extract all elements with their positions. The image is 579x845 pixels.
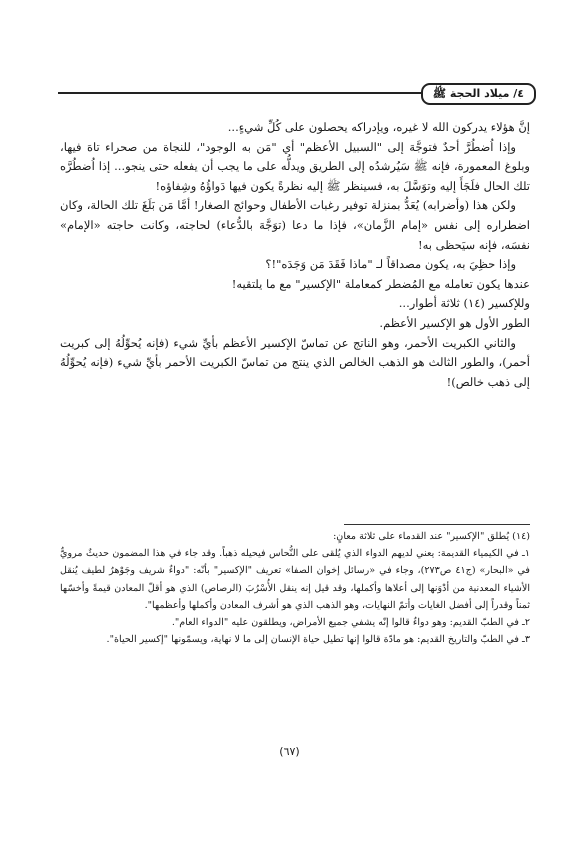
- footnote-line: (١٤) يُطلق "الإكسير" عند القدماء على ثلاثة معانٍ:: [333, 531, 530, 542]
- paragraph: الطور الأول هو الإكسير الأعظم.: [379, 315, 530, 330]
- paragraph: عندها يكون تعامله مع المُضطر كمعاملة "الإكسير" مع ما يلتقيه!: [231, 276, 530, 291]
- page-number: (٦٧): [279, 745, 300, 758]
- footnotes: [60, 528, 530, 648]
- footnote-line: ٢ـ في الطبّ القديم: وهو دواءٌ قالوا إنّه يشفي جميع الأمراض، ويطلقون عليه "الدواء العام".: [171, 617, 530, 629]
- paragraph: وإذا حظِيَ به، يكون مصداقاً لـ "ماذا فَقَدَ مَن وَجَدَه"!؟: [265, 257, 516, 272]
- paragraph: وللإكسير (١٤) ثلاثة أطوار...: [398, 296, 530, 311]
- footnote-separator: [344, 524, 530, 525]
- paragraph: وإذا اُضطُرَّ أحدٌ فتوجَّهَ إلى "السبيل الأعظم" أي "مَن به الوجود"، للنجاة من صحراء تاهَ فيها، وبلوغ المعمورة، فإنه ﷺ سَيُرشدُه إلى الطريق ويدلُّه على ما يجب أن يفعله حتى ينجو... إذا اُضطُرَّه تلك الحال فلَجَأَ إليه وتوَسَّلَ به، فسينظر ﷺ إليه نظرةً يكون فيها دَواؤُهُ وشِفاؤه!: [60, 139, 530, 193]
- chapter-title: ٤/ ميلاد الحجة ﷺ: [421, 83, 536, 105]
- footnote-line: ١ـ في الكيمياء القديمة: يعني لديهم الدواء الذي يُلقى على النُّحاس فيحيله ذهباً. وقد جاء في هذا المضمون حديثٌ مرويٌّ في «البحار» (ج٤١ ص٢٧٣)، وجاء في «رسائل إخوان الصفا» تعريف "الإكسير" بأنّه: "دواءٌ شريف وجَوْهرٌ لطيف يُنقل الأشياء المعدنية من أدْوَنها إلى أعلاها وأكملها، وقد قيل إنه ينقل الأُسْرُبَ (الرصاص) الذي هو أقلّ المعادن قيمةً وأخسّها ثمناً وقدراً إلى أفضل الغايات وأتمّ النهايات، وهو الذهب الذي هو أشرف المعادن وأكملها وأعظمها".: [60, 548, 530, 611]
- running-header: [58, 83, 536, 103]
- footnote-line: ٣ـ في الطبّ والتاريخ القديم: هو مادّة قالوا إنها تطيل حياة الإنسان إلى ما لا نهاية، ويسمّونها "إكسير الحياة".: [106, 634, 530, 646]
- paragraph: والثاني الكبريت الأحمر، وهو الناتج عن تماسّ الإكسير الأعظم بأيِّ شيء (فإنه يُحوِّلُهُ إلى كبريت أحمر)، والطور الثالث هو الذهب الخالص الذي ينتج من تماسّ الكبريت الأحمر بأيِّ شيء (فإنه يُحوِّلُهُ إلى ذهب خالص)!: [60, 335, 530, 389]
- main-text: [60, 118, 530, 392]
- paragraph: ولكن هذا (وأضرابه) يُعَدُّ بمنزلة توفير رغبات الأطفال وحوائج الصغار! أمَّا مَن بَلَغَ تلك الحالة، وكان اضطراره إلى نفس «إمام الزَّمان»، فإذا ما دعا (توَجَّهَ بالدُّعاء) لحاجته، وكانت حاجته «الإمام» نفسَه، فإنه سيَحظى به!: [60, 198, 530, 252]
- paragraph: إنَّ هؤلاء يدركون الله لا غيره، ويإدراكه يحصلون على كُلِّ شيءٍ...: [227, 120, 530, 134]
